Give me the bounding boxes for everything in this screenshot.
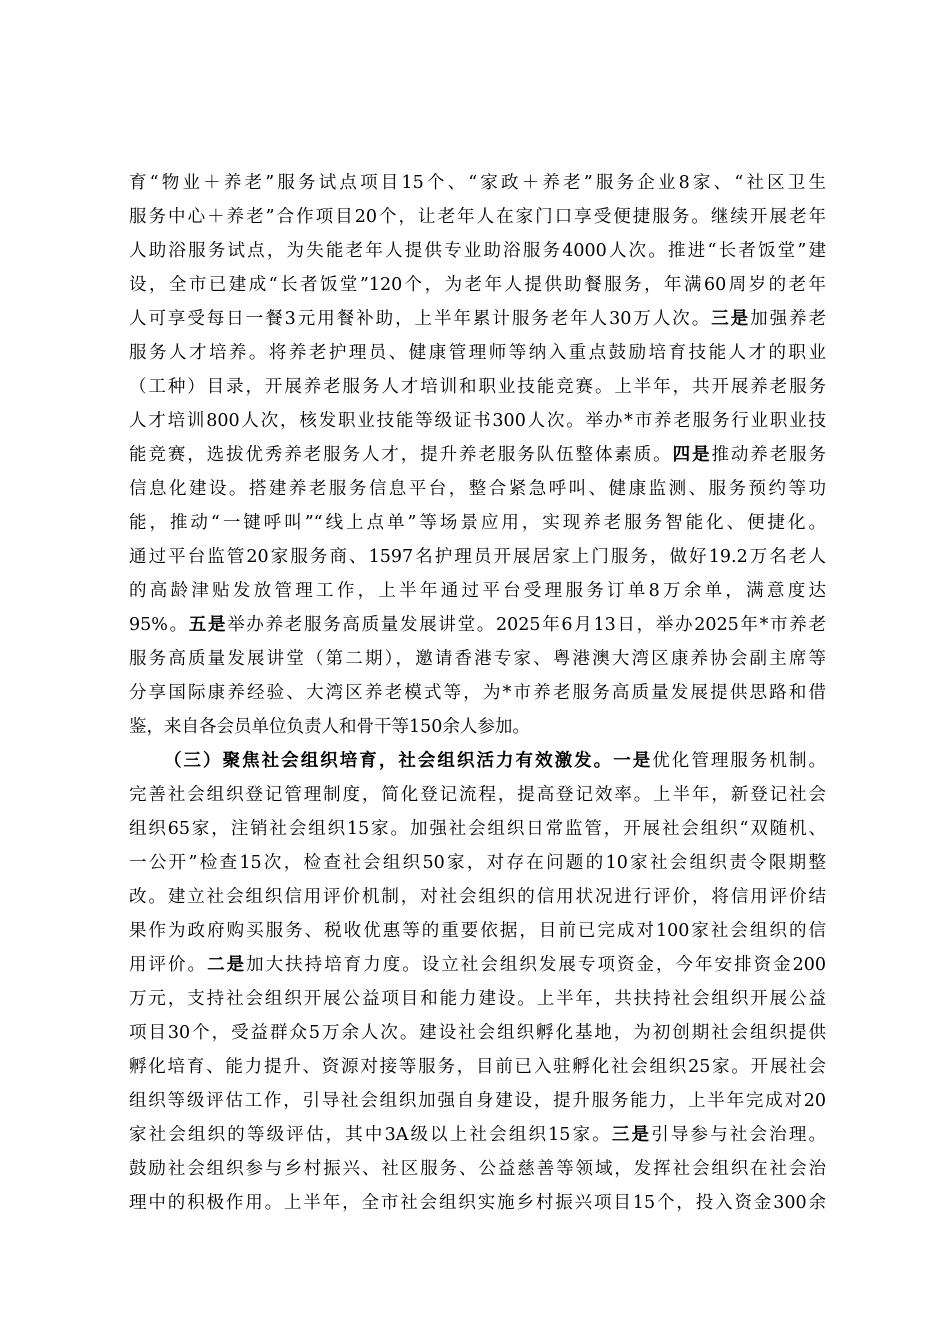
text-line (129, 336, 826, 370)
text-line (129, 1118, 826, 1152)
text-segment: 一公开”检查15次，检查社会组织50家，对存在问题的10家社会组织责令限期整 (129, 853, 826, 873)
text-line (129, 948, 826, 982)
text-line (129, 642, 826, 676)
text-segment: 服务高质量发展讲堂（第二期），邀请香港专家、粤港澳大湾区康养协会副主席等 (129, 649, 826, 669)
text-segment: 优化管理服务机制。 (652, 751, 826, 771)
text-segment: 95%。 (129, 615, 189, 635)
text-line (129, 914, 826, 948)
text-line (129, 846, 826, 880)
text-segment: 引导参与社会治理。 (651, 1125, 826, 1145)
text-segment: 组织65家，注销社会组织15家。加强社会组织日常监管，开展社会组织“双随机、 (129, 819, 826, 839)
text-segment: 加强养老 (750, 309, 826, 329)
text-segment: 的高龄津贴发放管理工作，上半年通过平台受理服务订单8万余单，满意度达 (129, 581, 826, 601)
text-segment: 举办养老服务高质量发展讲堂。2025年6月13日，举办2025年*市养老 (227, 615, 826, 635)
text-line (129, 608, 826, 642)
bold-text-segment: 二是 (207, 955, 247, 975)
text-segment: 分享国际康养经验、大湾区养老模式等，为*市养老服务高质量发展提供思路和借 (129, 683, 826, 703)
text-segment: 完善社会组织登记管理制度，简化登记流程，提高登记效率。上半年，新登记社会 (129, 785, 826, 805)
text-line (129, 200, 826, 234)
text-segment: 家社会组织的等级评估，其中3A级以上社会组织15家。 (129, 1125, 612, 1145)
bold-text-segment: 三是 (711, 309, 751, 329)
text-line (129, 472, 826, 506)
text-line (129, 982, 826, 1016)
bold-text-segment: 五是 (188, 615, 228, 635)
text-line (129, 778, 826, 812)
text-segment: 能竞赛，选拔优秀养老服务人才，提升养老服务队伍整体素质。 (129, 445, 673, 465)
text-line (129, 404, 826, 438)
text-segment: 服务人才培养。将养老护理员、健康管理师等纳入重点鼓励培育技能人才的职业 (129, 343, 826, 363)
text-segment: 通过平台监管20家服务商、1597名护理员开展居家上门服务，做好19.2万名老人 (129, 547, 826, 567)
text-segment: 改。建立社会组织信用评价机制，对社会组织的信用状况进行评价，将信用评价结 (129, 887, 826, 907)
text-segment: 万元，支持社会组织开展公益项目和能力建设。上半年，共扶持社会组织开展公益 (129, 989, 826, 1009)
text-line (129, 710, 826, 744)
text-segment: 人可享受每日一餐3元用餐补助，上半年累计服务老年人30万人次。 (129, 309, 712, 329)
text-segment: 孵化培育、能力提升、资源对接等服务，目前已入驻孵化社会组织25家。开展社会 (129, 1057, 826, 1077)
text-segment: 果作为政府购买服务、税收优惠等的重要依据，目前已完成对100家社会组织的信 (129, 921, 826, 941)
text-line (129, 268, 826, 302)
text-segment: 项目30个，受益群众5万余人次。建设社会组织孵化基地，为初创期社会组织提供 (129, 1023, 826, 1043)
text-segment: 组织等级评估工作，引导社会组织加强自身建设，提升服务能力，上半年完成对20 (129, 1091, 826, 1111)
text-line (129, 370, 826, 404)
text-segment: 育“物业＋养老”服务试点项目15个、“家政＋养老”服务企业8家、“社区卫生 (129, 173, 826, 193)
bold-text-segment: （三）聚焦社会组织培育，社会组织活力有效激发。一是 (164, 751, 653, 771)
text-line (129, 1186, 826, 1220)
text-line (129, 540, 826, 574)
text-line (129, 676, 826, 710)
text-line (129, 166, 826, 200)
text-line (129, 880, 826, 914)
text-line (129, 1084, 826, 1118)
text-segment: 推动养老服务 (711, 445, 826, 465)
text-segment: （工种）目录，开展养老服务人才培训和职业技能竞赛。上半年，共开展养老服务 (129, 377, 826, 397)
bold-text-segment: 四是 (672, 445, 712, 465)
body-text (129, 166, 826, 1220)
text-line (129, 1050, 826, 1084)
text-line (129, 302, 826, 336)
bold-text-segment: 三是 (611, 1125, 652, 1145)
text-segment: 鉴，来自各会员单位负责人和骨干等150余人参加。 (129, 717, 530, 737)
text-segment: 设，全市已建成“长者饭堂”120个，为老年人提供助餐服务，年满60周岁的老年 (129, 275, 826, 295)
text-segment: 能，推动“一键呼叫”“线上点单”等场景应用，实现养老服务智能化、便捷化。 (129, 513, 826, 533)
text-line (129, 234, 826, 268)
text-line (129, 1152, 826, 1186)
text-line (129, 744, 826, 778)
text-segment: 加大扶持培育力度。设立社会组织发展专项资金，今年安排资金200 (246, 955, 826, 975)
text-segment: 人才培训800人次，核发职业技能等级证书300人次。举办*市养老服务行业职业技 (129, 411, 826, 431)
text-segment: 人助浴服务试点，为失能老年人提供专业助浴服务4000人次。推进“长者饭堂”建 (129, 241, 826, 261)
text-line (129, 812, 826, 846)
text-segment: 理中的积极作用。上半年，全市社会组织实施乡村振兴项目15个，投入资金300余 (129, 1193, 826, 1213)
text-segment: 信息化建设。搭建养老服务信息平台，整合紧急呼叫、健康监测、服务预约等功 (129, 479, 826, 499)
text-segment: 用评价。 (129, 955, 208, 975)
text-line (129, 1016, 826, 1050)
text-line (129, 574, 826, 608)
text-line (129, 506, 826, 540)
text-segment: 鼓励社会组织参与乡村振兴、社区服务、公益慈善等领域，发挥社会组织在社会治 (129, 1159, 826, 1179)
text-segment: 服务中心＋养老”合作项目20个，让老年人在家门口享受便捷服务。继续开展老年 (129, 207, 826, 227)
text-line (129, 438, 826, 472)
